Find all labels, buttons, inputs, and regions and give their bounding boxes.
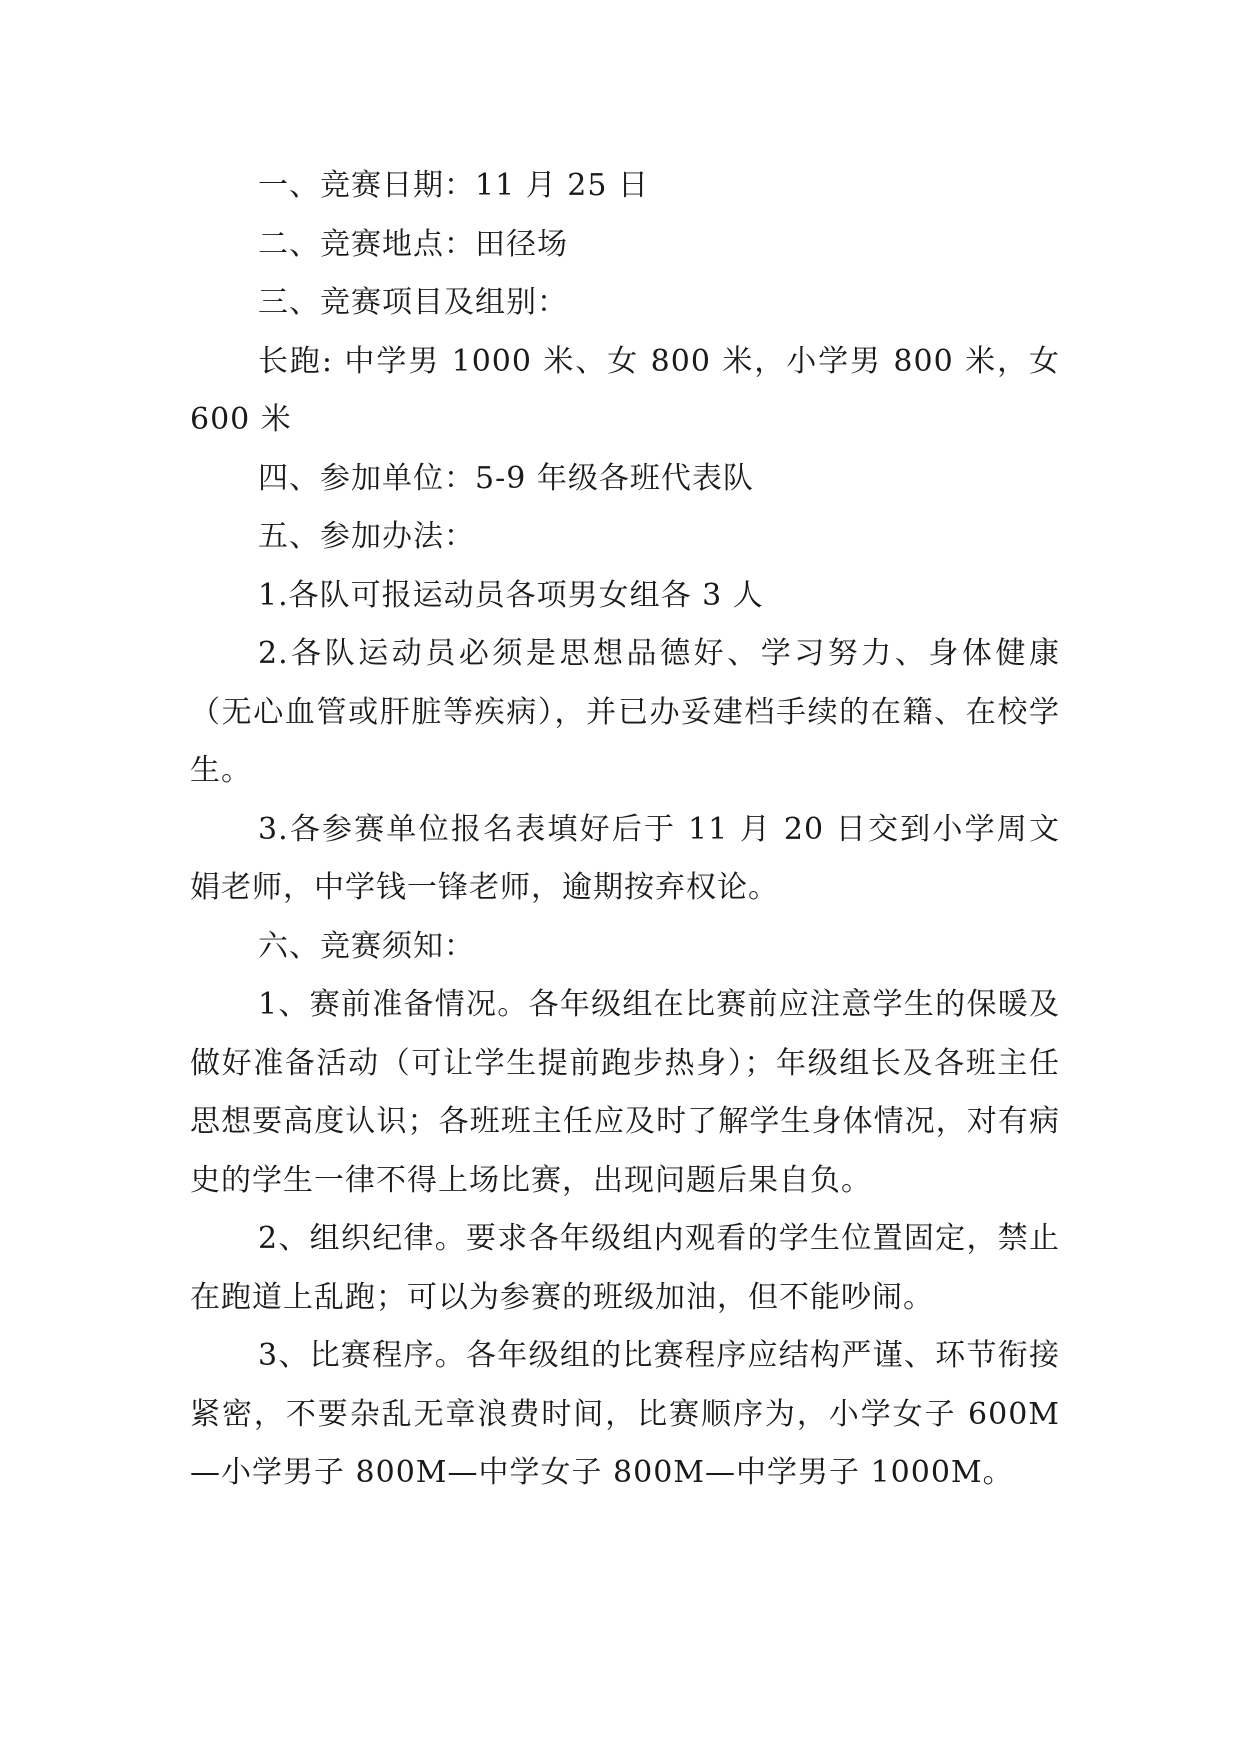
notice-item-2: 2、组织纪律。要求各年级组内观看的学生位置固定，禁止在跑道上乱跑；可以为参赛的班级加油，但不能吵闹。 bbox=[190, 1221, 1060, 1315]
competition-venue: 二、竞赛地点：田径场 bbox=[258, 226, 568, 262]
document-body bbox=[190, 157, 1060, 1503]
notice-item-1: 1、赛前准备情况。各年级组在比赛前应注意学生的保暖及做好准备活动（可让学生提前跑步热身）；年级组长及各班主任思想要高度认识；各班班主任应及时了解学生身体情况，对有病史的学生一律不得上场比赛，出现问题后果自负。 bbox=[190, 987, 1060, 1198]
method-item-2: 2.各队运动员必须是思想品德好、学习努力、身体健康（无心血管或肝脏等疾病），并已办妥建档手续的在籍、在校学生。 bbox=[190, 636, 1060, 788]
events-heading: 三、竞赛项目及组别： bbox=[258, 285, 568, 320]
notice-heading: 六、竞赛须知： bbox=[258, 928, 475, 964]
events-long-run: 长跑: 中学男 1000 米、女 800 米，小学男 800 米，女 600 米 bbox=[190, 343, 1060, 437]
competition-date: 一、竞赛日期：11 月 25 日 bbox=[258, 168, 649, 203]
notice-item-3: 3、比赛程序。各年级组的比赛程序应结构严谨、环节衔接紧密，不要杂乱无章浪费时间，比赛顺序为，小学女子 600M—小学男子 800M—中学女子 800M—中学男子 1000M。 bbox=[190, 1338, 1060, 1490]
method-item-3: 3.各参赛单位报名表填好后于 11 月 20 日交到小学周文娟老师，中学钱一锋老师，逾期按弃权论。 bbox=[190, 811, 1060, 905]
method-item-1: 1.各队可报运动员各项男女组各 3 人 bbox=[258, 577, 764, 613]
method-heading: 五、参加办法： bbox=[258, 519, 475, 554]
participants: 四、参加单位：5-9 年级各班代表队 bbox=[258, 460, 754, 496]
